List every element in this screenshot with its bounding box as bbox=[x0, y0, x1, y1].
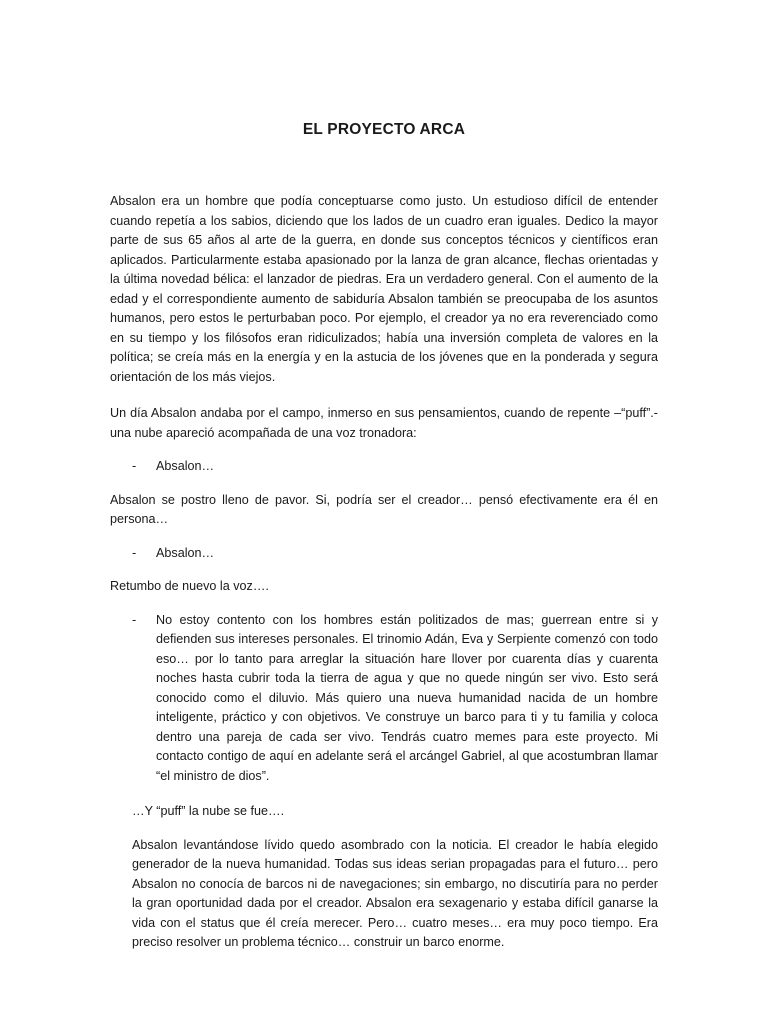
paragraph-conclusion: Absalon levantándose lívido quedo asombrado con la noticia. El creador le había elegido generador de la nueva humanidad. Todas sus ideas serian propagadas para el futuro… pero Absalon no conocía de barcos ni de navegaciones; sin embargo, no discutiría para no perder la gran oportunidad dada por el creador. Absalon era sexagenario y estaba difícil ganarse la vida con el status que él creía merecer. Pero… cuatro meses… era muy poco tiempo. Era preciso resolver un problema técnico… construir un barco enorme. bbox=[132, 837, 658, 949]
document-title: EL PROYECTO ARCA bbox=[302, 121, 466, 138]
dash-marker: - bbox=[132, 545, 137, 560]
dialogue-text: Absalon… bbox=[156, 459, 215, 473]
dialogue-text: No estoy contento con los hombres están politizados de mas; guerrean entre si y defienden sus intereses personales. El trinomio Adán, Eva y Serpiente comenzó con todo eso… por lo tanto para arreglar la situación hare llover por cuarenta días y cuarenta noches hasta cubrir toda la tierra de agua y que no quede ningún ser vivo. Esto será conocido como el diluvio. Más quiero una nueva humanidad nacida de un hombre inteligente, práctico y con objetivos. Ve construye un barco para ti y tu familia y coloca dentro una pareja de cada ser vivo. Tendrás cuatro memes para este proyecto. Mi contacto contigo de aquí en adelante será el arcángel Gabriel, al que acostumbran llamar “el ministro de dios”. bbox=[156, 612, 658, 783]
paragraph-intro: Absalon era un hombre que podía conceptuarse como justo. Un estudioso difícil de entender cuando repetía a los sabios, diciendo que los lados de un cuadro eran iguales. Dedico la mayor parte de sus 65 años al arte de la guerra, en donde sus conceptos técnicos y científicos eran aplicados. Particularmente estaba apasionado por la lanza de gran alcance, flechas orientadas y la última novedad bélica: el lanzador de piedras. Era un verdadero general. Con el aumento de la edad y el correspondiente aumento de sabiduría Absalon también se preocupaba de los asuntos humanos, pero estos le perturbaban poco. Por ejemplo, el creador ya no era reverenciado como en su tiempo y los filósofos eran ridiculizados; había una inversión completa de valores en la política; se creía más en la energía y en la astucia de los jóvenes que en la ponderada y segura orientación de los más viejos. bbox=[110, 194, 658, 384]
paragraph-cloud-leaves: …Y “puff” la nube se fue…. bbox=[132, 804, 285, 818]
dialogue-item bbox=[110, 457, 658, 477]
dialogue-text: Absalon… bbox=[156, 545, 215, 560]
dialogue-item bbox=[110, 611, 658, 787]
paragraph-fear: Absalon se postro lleno de pavor. Si, podría ser el creador… pensó efectivamente era él en persona… bbox=[110, 492, 658, 526]
dash-marker: - bbox=[132, 612, 137, 627]
dash-marker: - bbox=[132, 459, 137, 473]
paragraph-walk: Un día Absalon andaba por el campo, inmerso en sus pensamientos, cuando de repente –“puff”.-una nube apareció acompañada de una voz tronadora: bbox=[110, 406, 658, 440]
dialogue-item bbox=[110, 544, 658, 564]
paragraph-voice: Retumbo de nuevo la voz…. bbox=[110, 579, 269, 593]
